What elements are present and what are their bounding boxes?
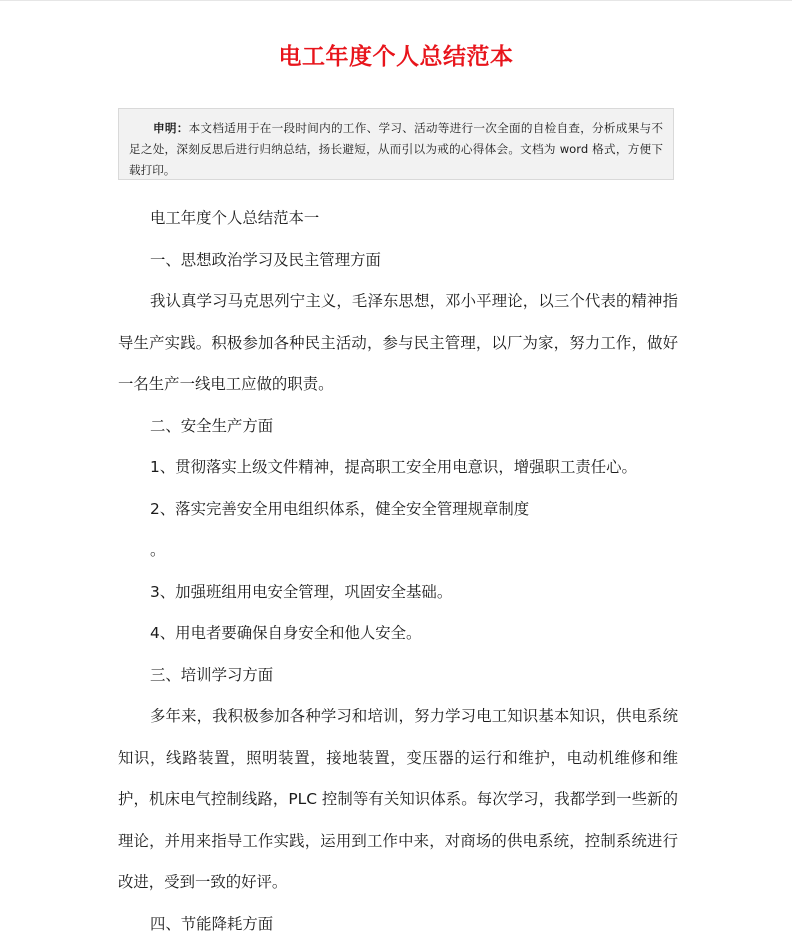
document-title: 电工年度个人总结范本 bbox=[278, 44, 514, 70]
disclaimer-text: 本文档适用于在一段时间内的工作、学习、活动等进行一次全面的自检自查，分析成果与不足之处，深刻反思后进行归纳总结，扬长避短，从而引以为戒的心得体会。文档为 word 格式，方便下载打印。 bbox=[129, 121, 663, 177]
list-item-safety-4: 4、用电者要确保自身安全和他人安全。 bbox=[150, 624, 422, 642]
section-heading-sample-one: 电工年度个人总结范本一 bbox=[150, 209, 320, 227]
section-heading-energy: 四、节能降耗方面 bbox=[150, 914, 274, 933]
list-item-safety-2: 2、落实完善安全用电组织体系，健全安全管理规章制度 bbox=[150, 499, 530, 518]
disclaimer-label: 申明： bbox=[153, 121, 189, 135]
top-divider bbox=[0, 0, 792, 1]
document-body bbox=[118, 198, 678, 941]
list-item-safety-2-period: 。 bbox=[150, 541, 166, 559]
section-heading-training: 三、培训学习方面 bbox=[150, 665, 274, 684]
disclaimer-box bbox=[118, 108, 674, 180]
list-item-safety-3: 3、加强班组用电安全管理，巩固安全基础。 bbox=[150, 582, 453, 601]
section-heading-safety: 二、安全生产方面 bbox=[150, 416, 274, 435]
paragraph-training: 多年来，我积极参加各种学习和培训，努力学习电工知识基本知识，供电系统知识，线路装置，照明装置，接地装置，变压器的运行和维护，电动机维修和维护，机床电气控制线路，PLC 控制等有关知识体系。每次学习，我都学到一些新的理论，并用来指导工作实践，运用到工作中来，对商场的供电系统，控制系统进行改进，受到一致的好评。 bbox=[118, 707, 678, 891]
section-heading-politics: 一、思想政治学习及民主管理方面 bbox=[150, 250, 381, 269]
paragraph-politics: 我认真学习马克思列宁主义，毛泽东思想，邓小平理论，以三个代表的精神指导生产实践。积极参加各种民主活动，参与民主管理，以厂为家，努力工作，做好一名生产一线电工应做的职责。 bbox=[118, 292, 678, 393]
list-item-safety-1: 1、贯彻落实上级文件精神，提高职工安全用电意识，增强职工责任心。 bbox=[150, 458, 637, 476]
